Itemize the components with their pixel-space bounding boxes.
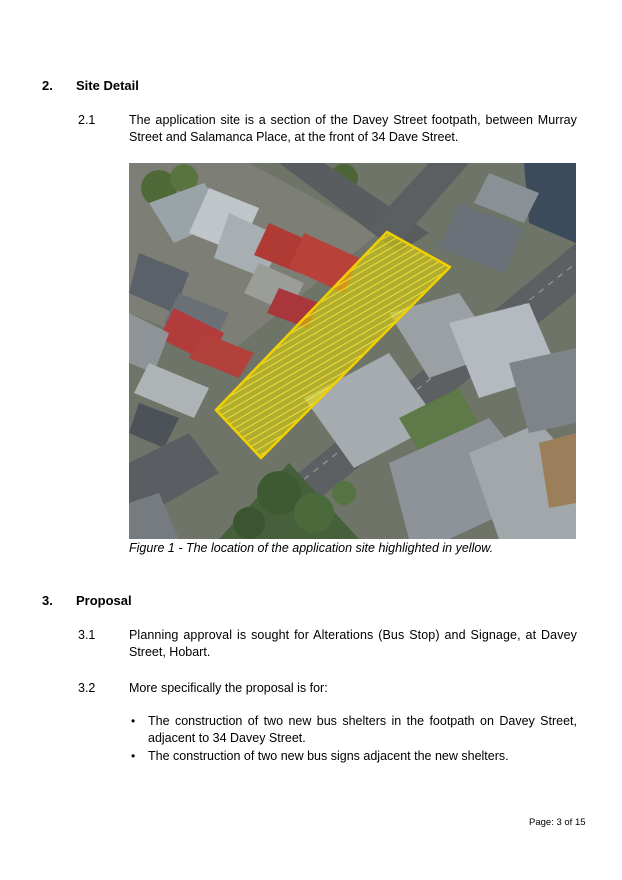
bullet-item (148, 748, 577, 765)
aerial-map-svg (129, 163, 576, 539)
section-2-number: 2. (42, 78, 53, 93)
page-number: Page: 3 of 15 (529, 817, 586, 828)
bullet-2-line1: The construction of two new bus signs adjacent the new shelters. (148, 749, 509, 763)
bullet-1-line1: The construction of two new bus shelters in the footpath on Davey Street, (148, 714, 577, 728)
bullet-marker: • (131, 714, 136, 728)
bullet-item (148, 713, 577, 747)
para-3-1-text (129, 627, 577, 661)
section-2-title: Site Detail (76, 78, 139, 93)
para-3-1-line2: Street, Hobart. (129, 645, 211, 659)
para-3-1-line1: Planning approval is sought for Alterations (Bus Stop) and Signage, at Davey (129, 628, 577, 642)
para-2-1-line2: Street and Salamanca Place, at the front of 34 Dave Street. (129, 130, 459, 144)
para-2-1-number: 2.1 (78, 113, 96, 127)
bullet-1-line2: adjacent to 34 Davey Street. (148, 731, 306, 745)
para-3-2-number: 3.2 (78, 681, 96, 695)
para-3-1-number: 3.1 (78, 628, 96, 642)
section-3-number: 3. (42, 593, 53, 608)
bullet-marker: • (131, 749, 136, 763)
para-3-2-text: More specifically the proposal is for: (129, 681, 328, 695)
section-3-title: Proposal (76, 593, 132, 608)
site-aerial-map (129, 163, 576, 539)
para-2-1-line1: The application site is a section of the Davey Street footpath, between Murray (129, 113, 577, 127)
para-2-1-text (129, 112, 577, 146)
figure-1-caption: Figure 1 - The location of the application site highlighted in yellow. (129, 541, 494, 555)
